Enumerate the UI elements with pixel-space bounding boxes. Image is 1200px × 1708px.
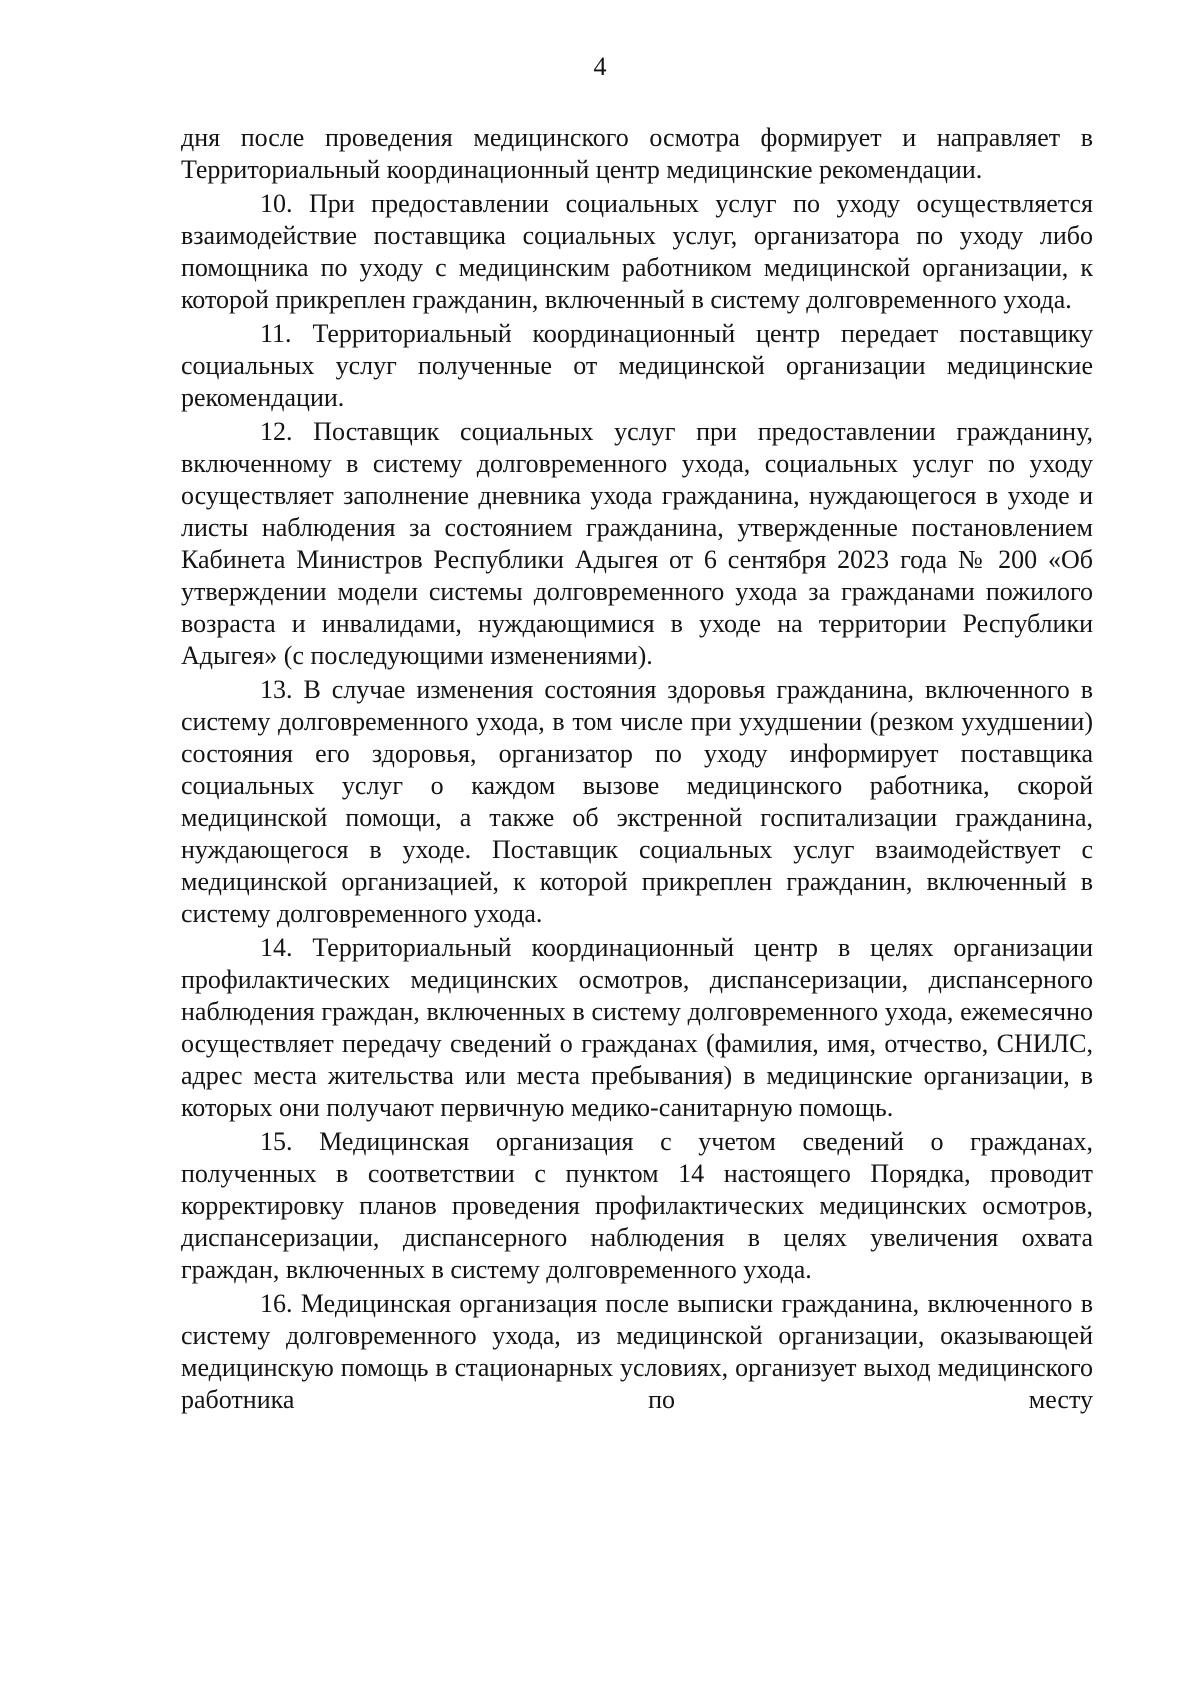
paragraph-continuation: дня после проведения медицинского осмотра формирует и направляет в Территориальный координационный центр медицинские рекомендации. [181, 123, 1093, 184]
paragraph-12: 12. Поставщик социальных услуг при предоставлении гражданину, включенному в систему долговременного ухода, социальных услуг по уходу осуществляет заполнение дневника ухода гражданина, нуждающегося в уходе и листы наблюдения за состоянием гражданина, утвержденные постановлением Кабинета Министров Республики Адыгея от 6 сентября 2023 года № 200 «Об утверждении модели системы долговременного ухода за гражданами пожилого возраста и инвалидами, нуждающимися в уходе на территории Республики Адыгея» (с последующими изменениями). [181, 417, 1093, 670]
paragraph-10: 10. При предоставлении социальных услуг по уходу осуществляется взаимодействие поставщика социальных услуг, организатора по уходу либо помощника по уходу с медицинским работником медицинской организации, к которой прикреплен гражданин, включенный в систему долговременного ухода. [181, 189, 1093, 314]
page-number: 4 [593, 52, 607, 81]
document-body [181, 122, 1093, 1418]
paragraph-13: 13. В случае изменения состояния здоровья гражданина, включенного в систему долговременного ухода, в том числе при ухудшении (резком ухудшении) состояния его здоровья, организатор по уходу информирует поставщика социальных услуг о каждом вызове медицинского работника, скорой медицинской помощи, а также об экстренной госпитализации гражданина, нуждающегося в уходе. Поставщик социальных услуг взаимодействует с медицинской организацией, к которой прикреплен гражданин, включенный в систему долговременного ухода. [181, 675, 1093, 928]
paragraph-16: 16. Медицинская организация после выписки гражданина, включенного в систему долговременного ухода, из медицинской организации, оказывающей медицинскую помощь в стационарных условиях, организует выход медицинского работника по месту [181, 1289, 1093, 1414]
paragraph-14: 14. Территориальный координационный центр в целях организации профилактических медицинских осмотров, диспансеризации, диспансерного наблюдения граждан, включенных в систему долговременного ухода, ежемесячно осуществляет передачу сведений о гражданах (фамилия, имя, отчество, СНИЛС, адрес места жительства или места пребывания) в медицинские организации, в которых они получают первичную медико-санитарную помощь. [181, 933, 1093, 1122]
paragraph-11: 11. Территориальный координационный центр передает поставщику социальных услуг полученные от медицинской организации медицинские рекомендации. [181, 319, 1093, 412]
paragraph-15: 15. Медицинская организация с учетом сведений о гражданах, полученных в соответствии с пунктом 14 настоящего Порядка, проводит корректировку планов проведения профилактических медицинских осмотров, диспансеризации, диспансерного наблюдения в целях увеличения охвата граждан, включенных в систему долговременного ухода. [181, 1127, 1093, 1284]
